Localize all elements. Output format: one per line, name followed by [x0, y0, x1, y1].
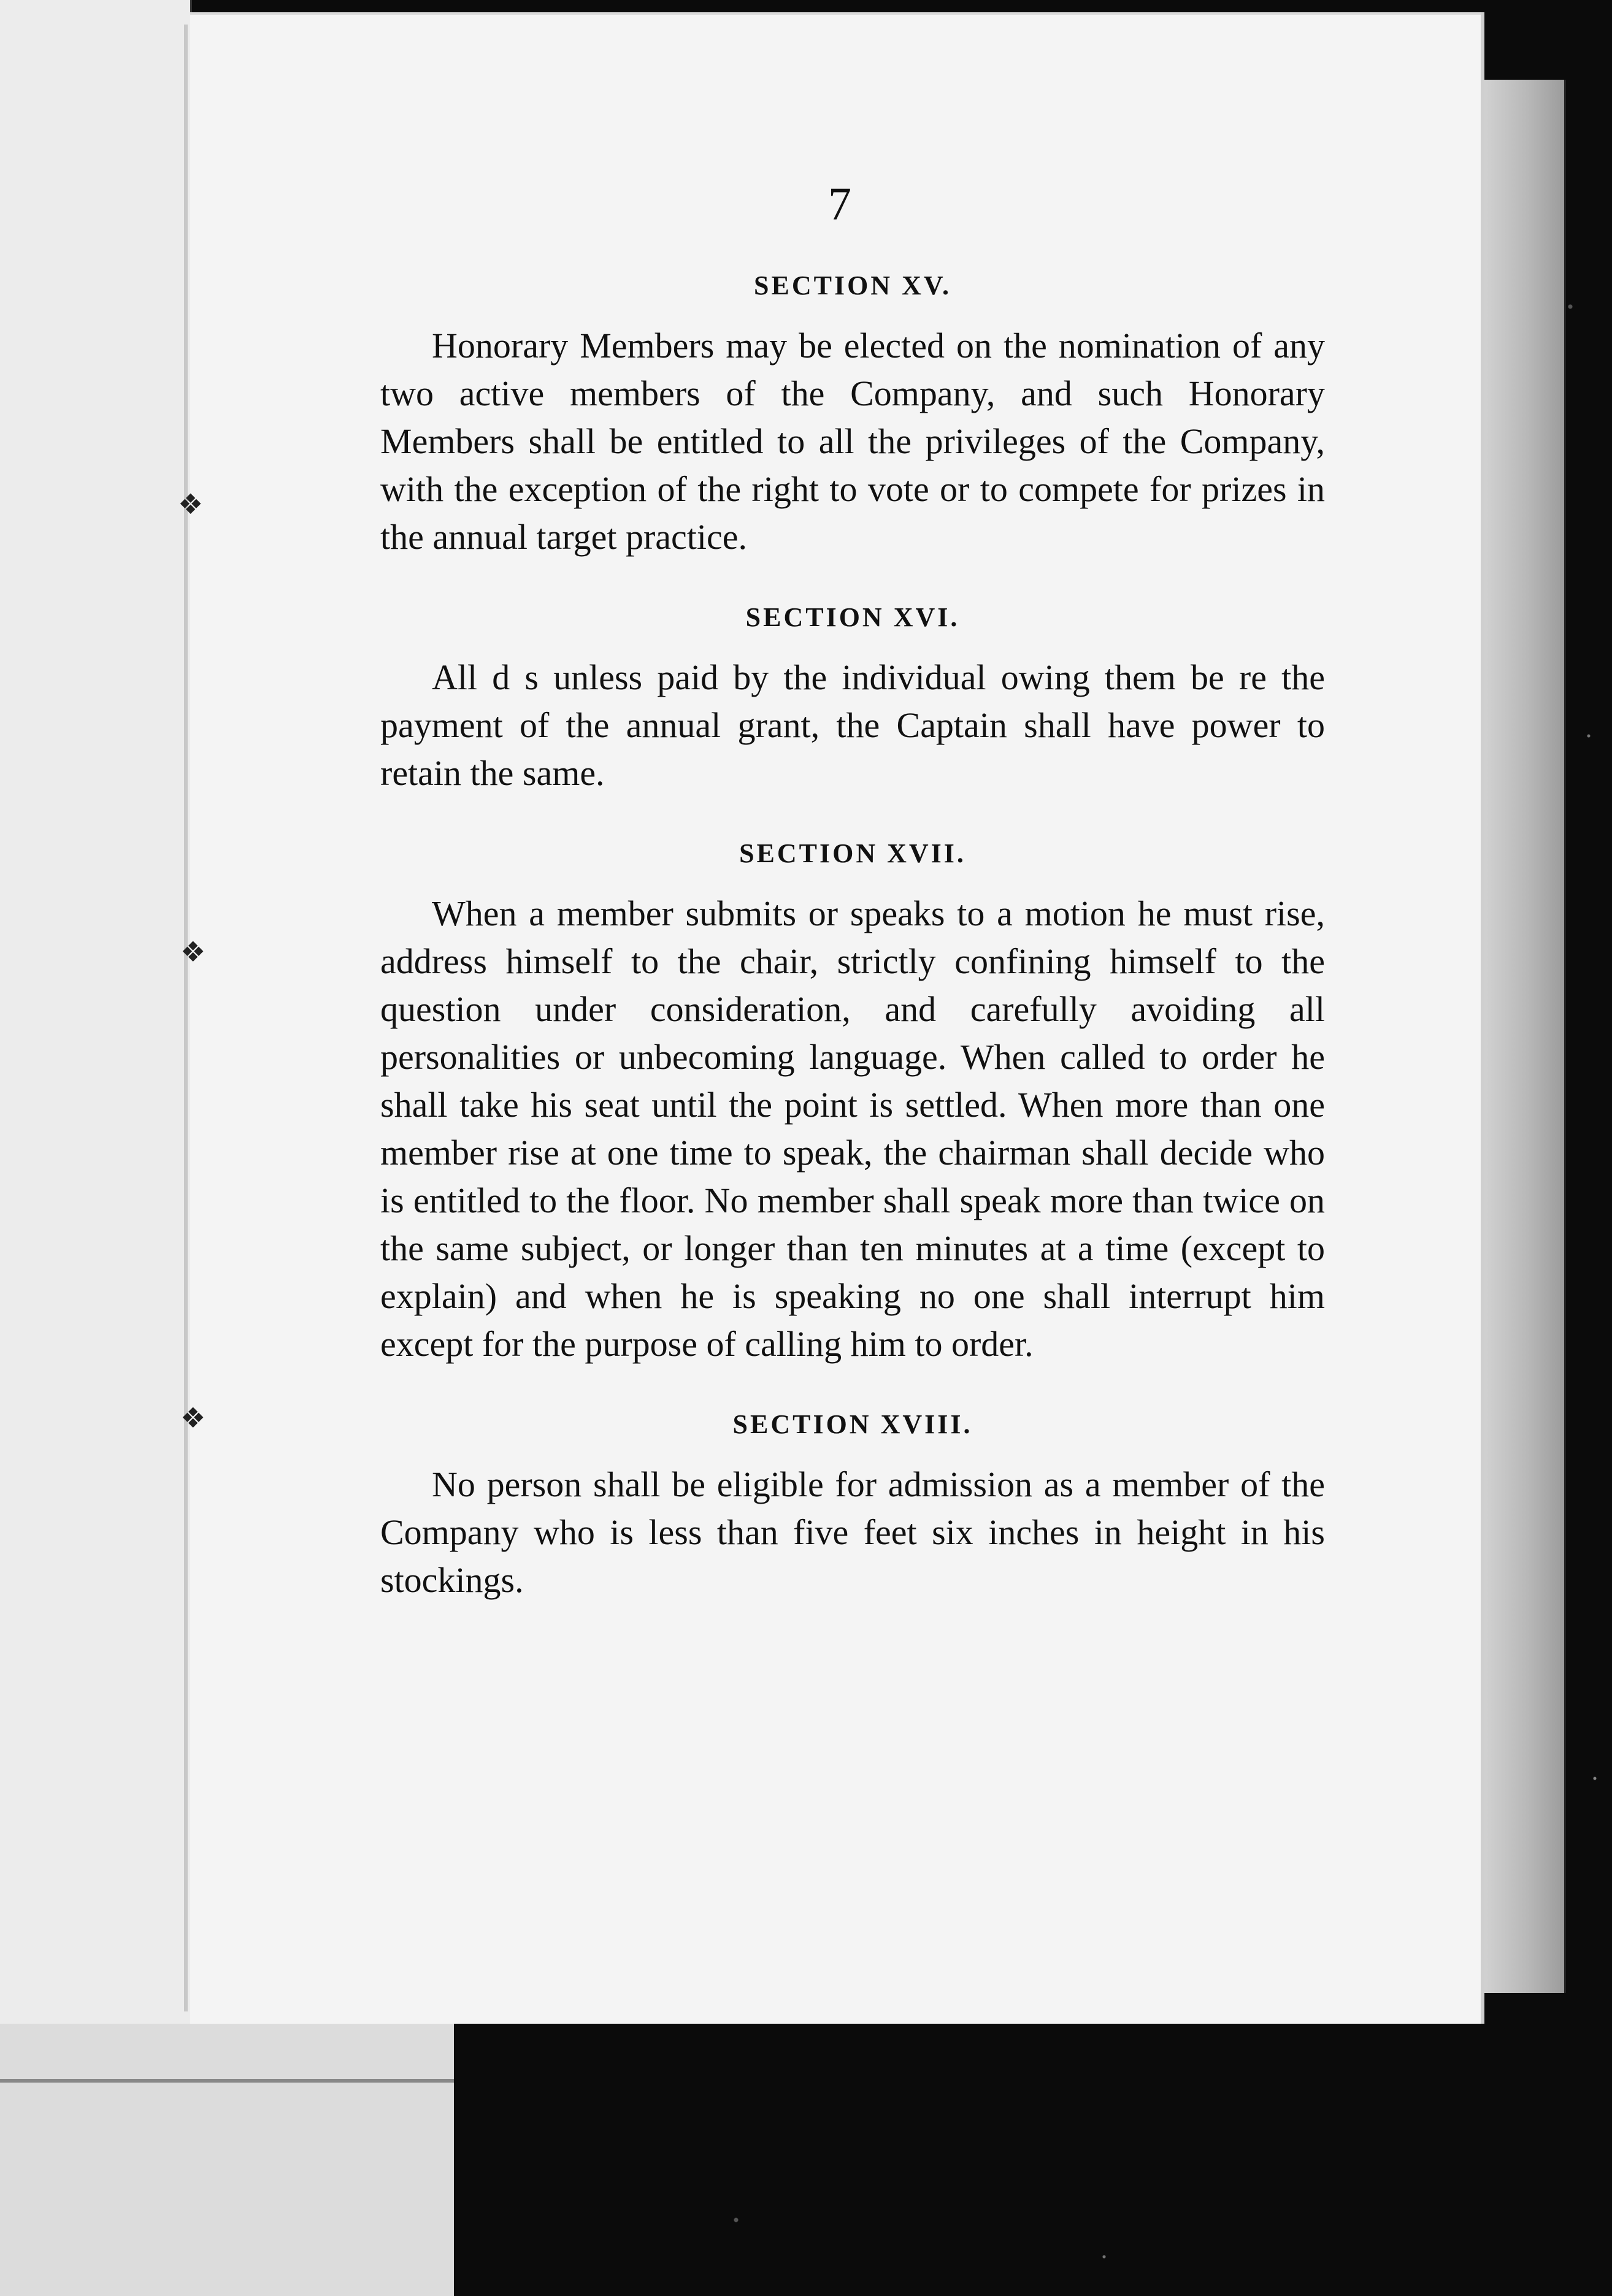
page-content: [380, 270, 1325, 1645]
section-17: [380, 838, 1325, 1368]
page-edge-strip: [0, 2079, 454, 2083]
section-body: All d s unless paid by the individual owing them be re the payment of the annual grant, the Captain shall have power to retain the same.: [380, 657, 1325, 793]
section-heading: SECTION XVIII.: [732, 1409, 973, 1439]
backing-card-edge: [1472, 80, 1566, 1993]
section-18: [380, 1409, 1325, 1604]
section-15: [380, 270, 1325, 561]
section-body: No person shall be eligible for admission as a member of the Company who is less than five feet six inches in height in his stockings.: [380, 1464, 1325, 1600]
binding-stitch-mark: ❖: [178, 489, 204, 520]
section-body: Honorary Members may be elected on the nomination of any two active members of the Company, and such Honorary Members shall be entitled to all the privileges of the Company, with the exception of the right to vote or to compete for prizes in the annual target practice.: [380, 326, 1325, 557]
page-fold: [184, 25, 188, 2011]
facing-page-left: [0, 0, 192, 2024]
facing-page-bottom: [0, 2024, 454, 2296]
section-heading: SECTION XVII.: [739, 838, 966, 868]
section-heading: SECTION XV.: [754, 270, 951, 300]
binding-stitch-mark: ❖: [180, 936, 206, 968]
section-16: [380, 602, 1325, 797]
binding-stitch-mark: ❖: [180, 1402, 206, 1434]
section-heading: SECTION XVI.: [745, 602, 960, 632]
document-page: [178, 12, 1484, 2024]
section-body: When a member submits or speaks to a motion he must rise, address himself to the chair, strictly confining himself to the question under consideration, and carefully avoiding all personalities or unbecoming language. When called to order he shall take his seat until the point is settled. When more than one member rise at one time to speak, the chairman shall decide who is entitled to the floor. No member shall speak more than twice on the same subject, or longer than ten minutes at a time (except to explain) and when he is speaking no one shall interrupt him except for the purpose of calling him to order.: [380, 894, 1325, 1364]
page-number: 7: [828, 178, 851, 230]
